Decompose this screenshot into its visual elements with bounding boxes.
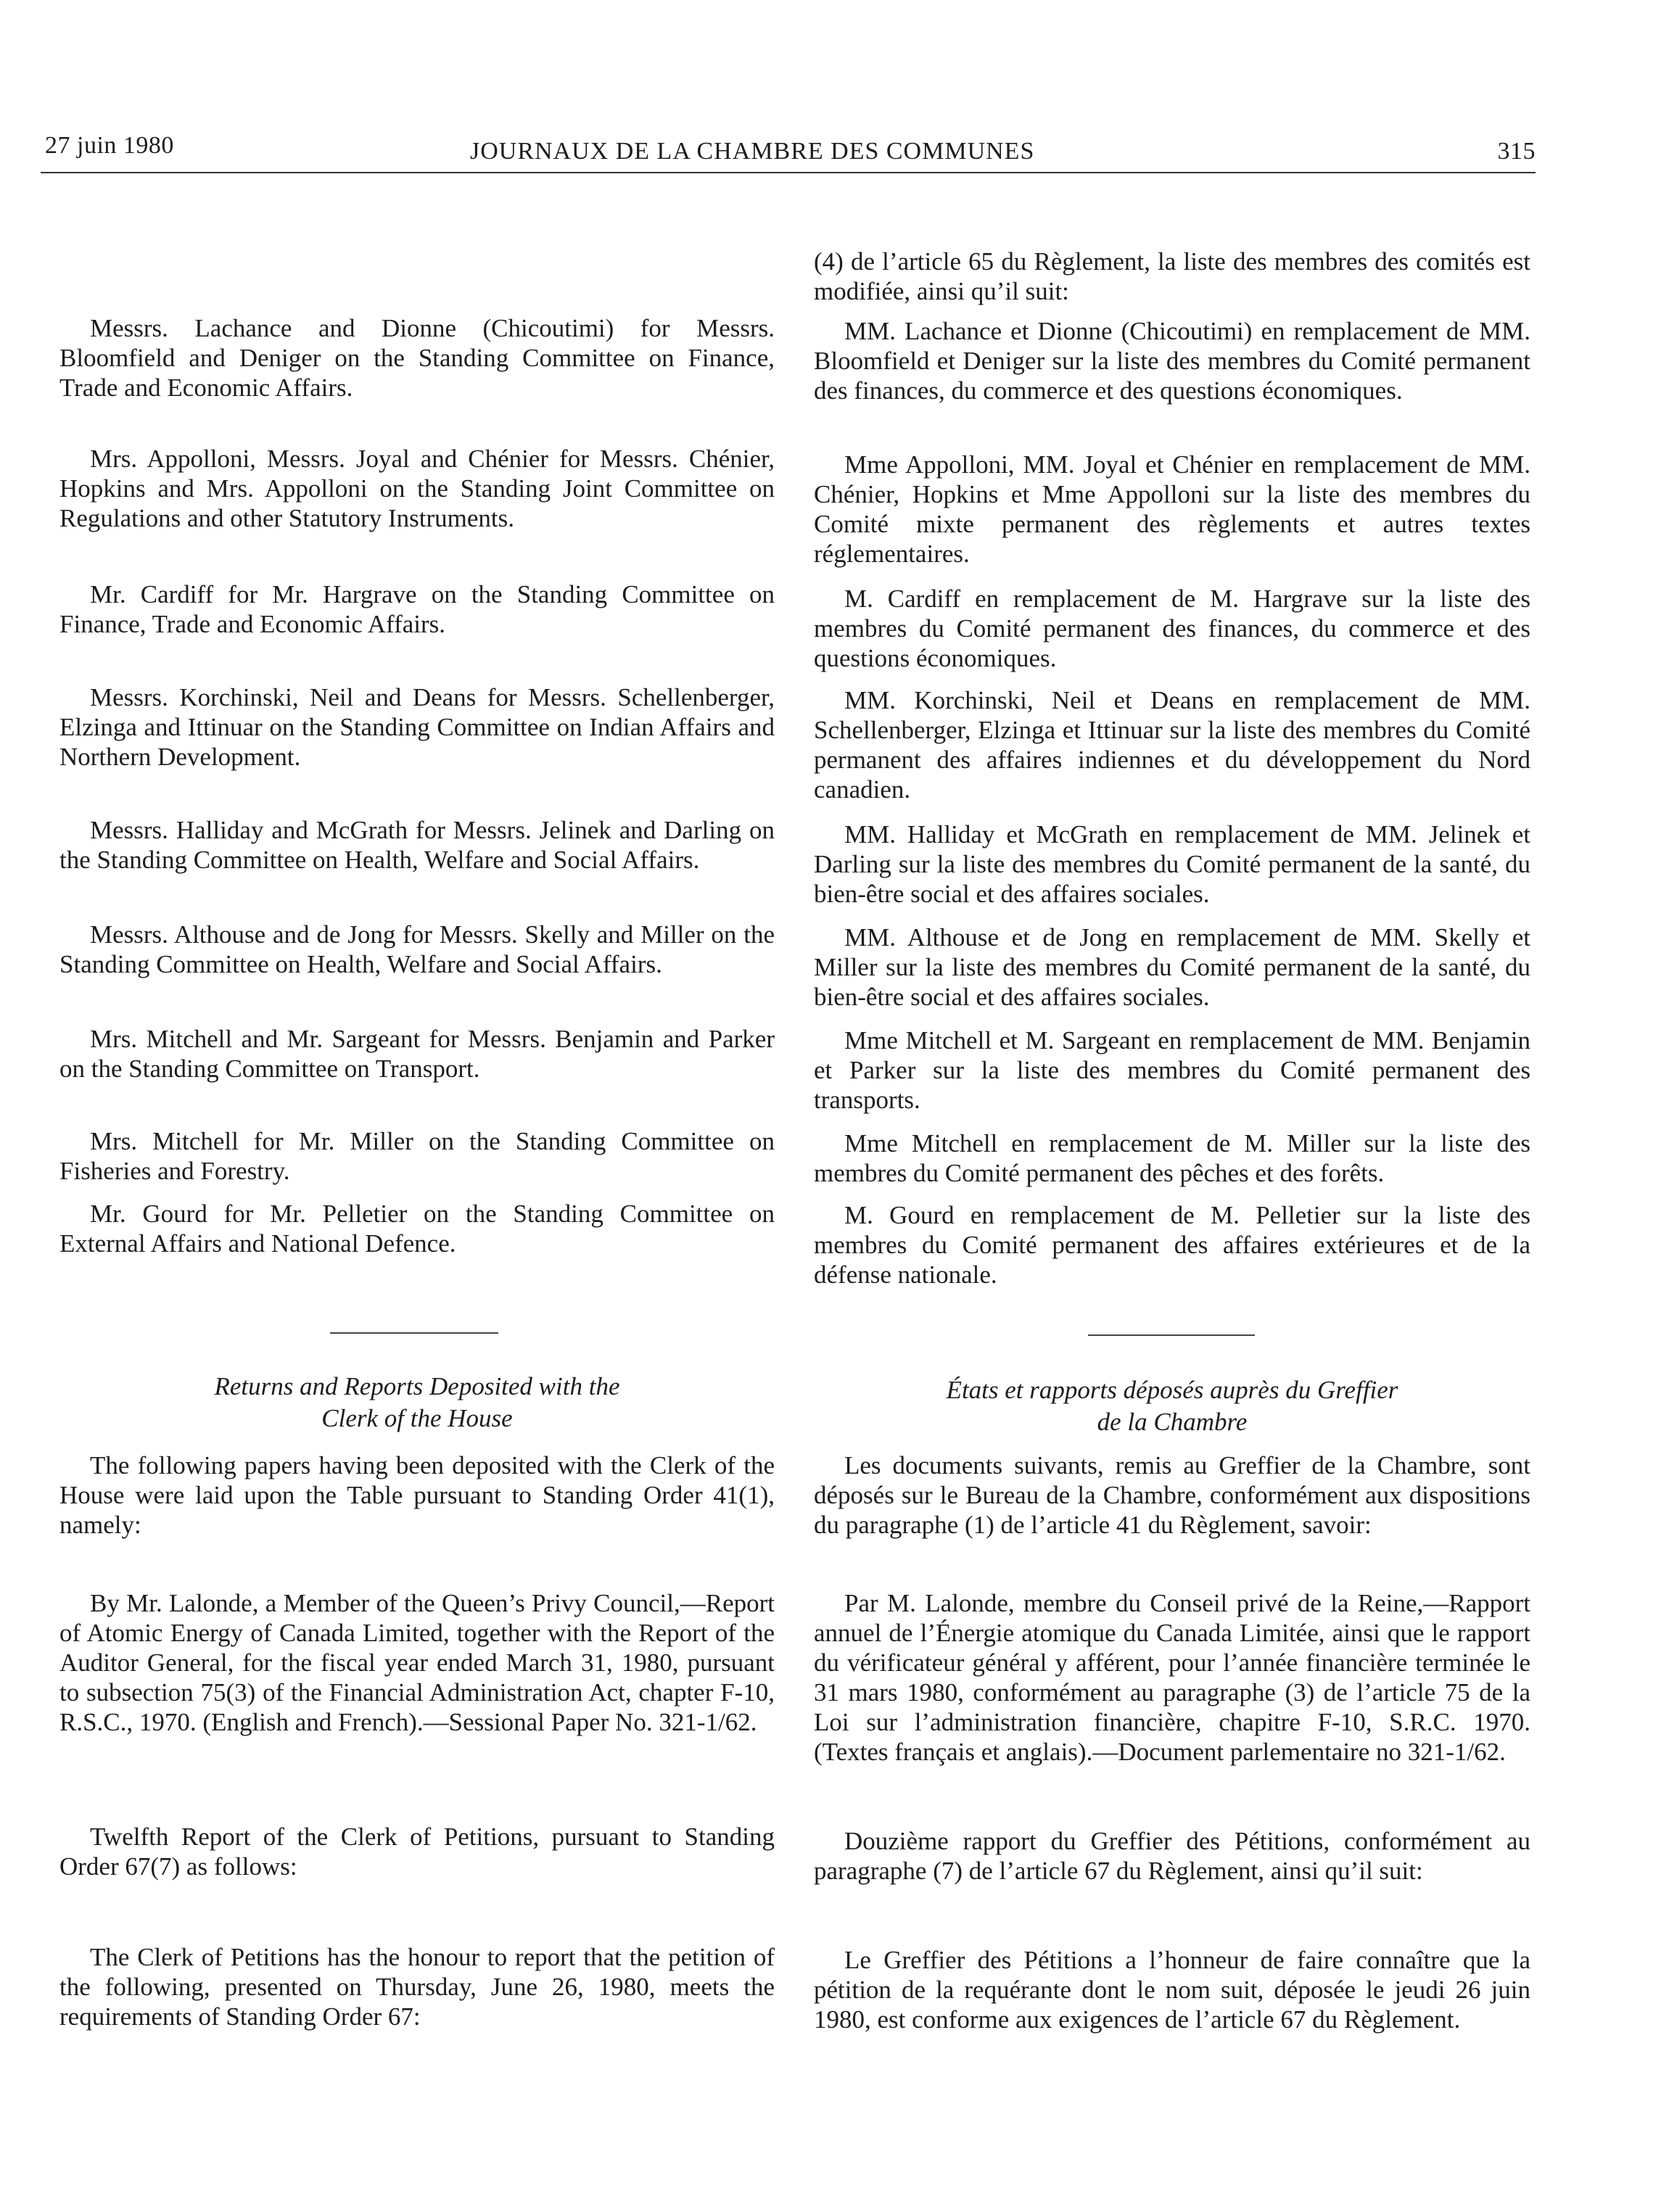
fr-committee-change-2: Mme Appolloni, MM. Joyal et Chénier en remplacement de MM. Chénier, Hopkins et Mme Appolloni sur la liste des membres du Comité mixte permanent des règlements et autres textes réglementaires. [814, 450, 1530, 568]
fr-committee-change-8: Mme Mitchell en remplacement de M. Miller sur la liste des membres du Comité permanent des pêches et des forêts. [814, 1129, 1530, 1187]
en-section-heading [59, 1371, 775, 1435]
en-section-separator [330, 1332, 498, 1334]
en-committee-change-2: Mrs. Appolloni, Messrs. Joyal and Chénier for Messrs. Chénier, Hopkins and Mrs. Appolloni on the Standing Joint Committee on Regulations and other Statutory Instruments. [59, 445, 775, 532]
en-committee-change-9: Mr. Gourd for Mr. Pelletier on the Standing Committee on External Affairs and National Defence. [59, 1200, 775, 1258]
header-date: 27 juin 1980 [45, 132, 174, 159]
page-number: 315 [1497, 138, 1536, 165]
en-section-heading-line-1: Returns and Reports Deposited with the [214, 1372, 620, 1400]
fr-section-heading-line-2: de la Chambre [1097, 1408, 1248, 1436]
header-title: JOURNAUX DE LA CHAMBRE DES COMMUNES [470, 138, 1035, 165]
fr-committee-change-7: Mme Mitchell et M. Sargeant en remplacement de MM. Benjamin et Parker sur la liste des membres du Comité permanent des transports. [814, 1026, 1530, 1114]
en-committee-change-4: Messrs. Korchinski, Neil and Deans for Messrs. Schellenberger, Elzinga and Ittinuar on the Standing Committee on Indian Affairs and Northern Development. [59, 683, 775, 771]
en-lalonde-paper: By Mr. Lalonde, a Member of the Queen’s Privy Council,—Report of Atomic Energy of Canada Limited, together with the Report of the Auditor General, for the fiscal year ended March 31, 1980, pursuant to subsection 75(3) of the Financial Administration Act, chapter F-10, R.S.C., 1970. (English and French).—Sessional Paper No. 321-1/62. [59, 1589, 775, 1736]
en-committee-change-5: Messrs. Halliday and McGrath for Messrs. Jelinek and Darling on the Standing Committee on Health, Welfare and Social Affairs. [59, 816, 775, 874]
fr-papers-intro: Les documents suivants, remis au Greffier de la Chambre, sont déposés sur le Bureau de la Chambre, conformément aux dispositions du paragraphe (1) de l’article 41 du Règlement, savoir: [814, 1451, 1530, 1539]
fr-clerk-report: Le Greffier des Pétitions a l’honneur de faire connaître que la pétition de la requérante dont le nom suit, déposée le jeudi 26 juin 1980, est conforme aux exigences de l’article 67 du Règlement. [814, 1946, 1530, 2034]
en-clerk-report: The Clerk of Petitions has the honour to report that the petition of the following, presented on Thursday, June 26, 1980, meets the requirements of Standing Order 67: [59, 1943, 775, 2031]
en-committee-change-3: Mr. Cardiff for Mr. Hargrave on the Standing Committee on Finance, Trade and Economic Affairs. [59, 580, 775, 638]
fr-section-heading-line-1: États et rapports déposés auprès du Greffier [946, 1376, 1398, 1404]
fr-committee-change-5: MM. Halliday et McGrath en remplacement de MM. Jelinek et Darling sur la liste des membres du Comité permanent de la santé, du bien-être social et des affaires sociales. [814, 820, 1530, 908]
fr-section-heading [814, 1374, 1530, 1438]
en-committee-change-6: Messrs. Althouse and de Jong for Messrs. Skelly and Miller on the Standing Committee on Health, Welfare and Social Affairs. [59, 920, 775, 978]
fr-committee-change-4: MM. Korchinski, Neil et Deans en remplacement de MM. Schellenberger, Elzinga et Ittinuar sur la liste des membres du Comité permanent des affaires indiennes et du développement du Nord canadien. [814, 686, 1530, 804]
en-committee-change-7: Mrs. Mitchell and Mr. Sargeant for Messrs. Benjamin and Parker on the Standing Committee on Transport. [59, 1025, 775, 1083]
header-rule [41, 172, 1536, 173]
en-committee-change-1: Messrs. Lachance and Dionne (Chicoutimi) for Messrs. Bloomfield and Deniger on the Standing Committee on Finance, Trade and Economic Affairs. [59, 314, 775, 402]
en-papers-intro: The following papers having been deposited with the Clerk of the House were laid upon the Table pursuant to Standing Order 41(1), namely: [59, 1451, 775, 1539]
fr-committee-change-1: MM. Lachance et Dionne (Chicoutimi) en remplacement de MM. Bloomfield et Deniger sur la liste des membres du Comité permanent des finances, du commerce et des questions économiques. [814, 317, 1530, 405]
fr-section-separator [1088, 1334, 1255, 1336]
fr-committee-change-3: M. Cardiff en remplacement de M. Hargrave sur la liste des membres du Comité permanent des finances, du commerce et des questions économiques. [814, 585, 1530, 672]
en-section-heading-line-2: Clerk of the House [321, 1404, 513, 1432]
en-committee-change-8: Mrs. Mitchell for Mr. Miller on the Standing Committee on Fisheries and Forestry. [59, 1127, 775, 1185]
page-header [41, 129, 1536, 173]
fr-intro: (4) de l’article 65 du Règlement, la liste des membres des comités est modifiée, ainsi qu’il suit: [814, 247, 1530, 305]
fr-committee-change-6: MM. Althouse et de Jong en remplacement de MM. Skelly et Miller sur la liste des membres du Comité permanent de la santé, du bien-être social et des affaires sociales. [814, 923, 1530, 1011]
fr-committee-change-9: M. Gourd en remplacement de M. Pelletier sur la liste des membres du Comité permanent des affaires extérieures et de la défense nationale. [814, 1201, 1530, 1289]
en-twelfth-report: Twelfth Report of the Clerk of Petitions, pursuant to Standing Order 67(7) as follows: [59, 1823, 775, 1881]
fr-twelfth-report: Douzième rapport du Greffier des Pétitions, conformément au paragraphe (7) de l’article 67 du Règlement, ainsi qu’il suit: [814, 1827, 1530, 1885]
fr-lalonde-paper: Par M. Lalonde, membre du Conseil privé de la Reine,—Rapport annuel de l’Énergie atomique du Canada Limitée, ainsi que le rapport du vérificateur général y afférent, pour l’année financière terminée le 31 mars 1980, conformément au paragraphe (3) de l’article 75 de la Loi sur l’administration financière, chapitre F-10, S.R.C. 1970. (Textes français et anglais).—Document parlementaire no 321-1/62. [814, 1589, 1530, 1766]
